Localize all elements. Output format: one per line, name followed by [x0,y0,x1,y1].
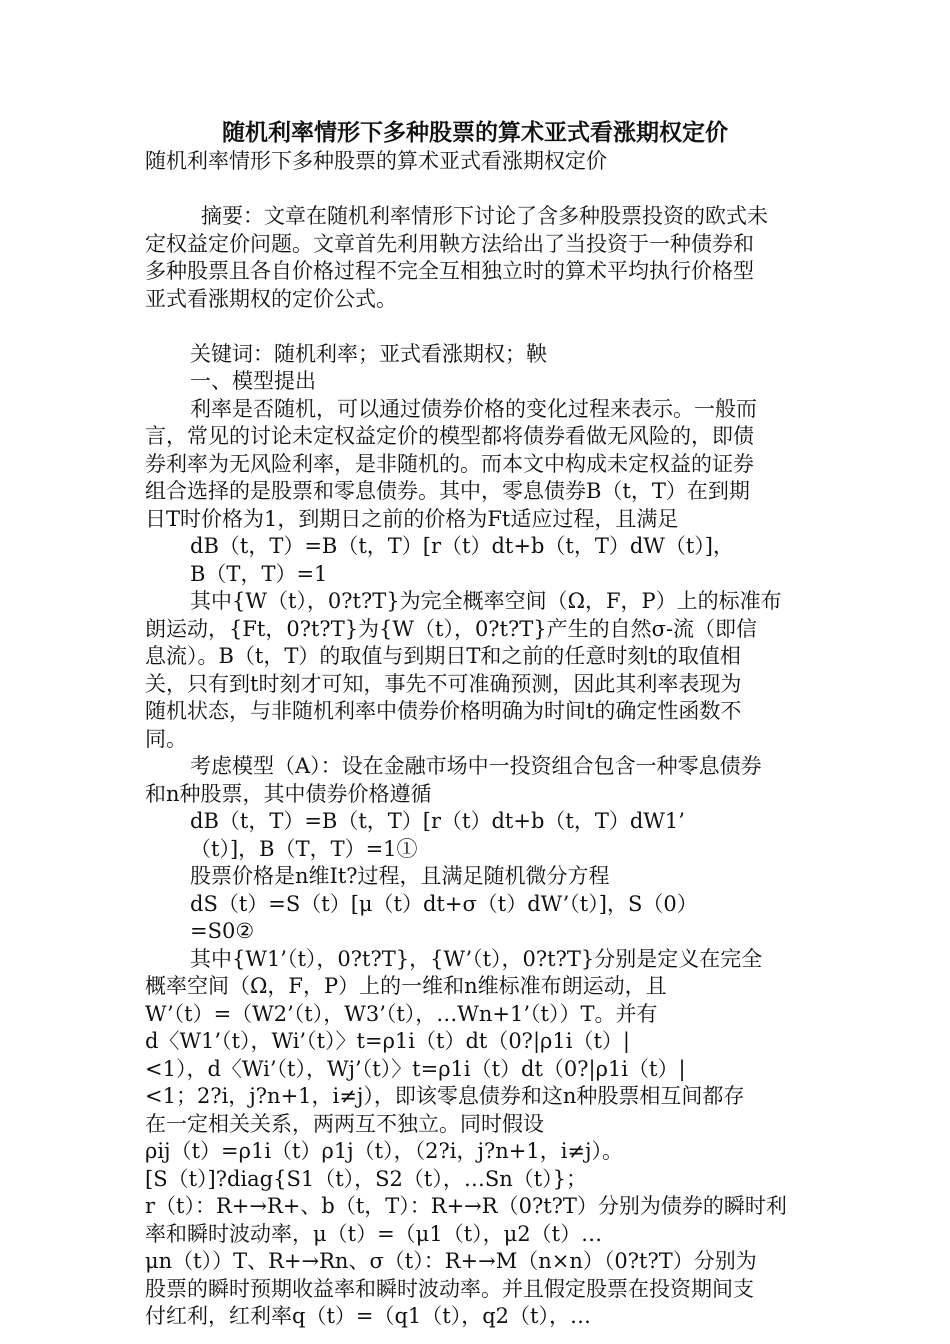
paragraph-line: 利率是否随机，可以通过债券价格的变化过程来表示。一般而 [190,396,757,421]
paragraph-line: 其中{W（t），0?t?T}为完全概率空间（Ω，F，P）上的标准布 [190,589,782,613]
document-body [145,148,810,1331]
keywords-line: 关键词：随机利率；亚式看涨期权；鞅 [190,341,547,366]
paragraph-line: 付红利，红利率q（t）=（q1（t），q2（t），… [145,1304,591,1328]
equation-line: B（T，T）=1 [190,561,328,586]
page-title: 随机利率情形下多种股票的算术亚式看涨期权定价 [222,120,728,146]
paragraph-line: d〈W1’（t），Wi’（t）〉t=ρ1i（t）dt（0?|ρ1i（t）| [145,1029,630,1053]
paragraph-line: 关，只有到t时刻才可知，事先不可准确预测，因此其利率表现为 [145,671,742,696]
paragraph-line: 率和瞬时波动率，μ（t）=（μ1（t），μ2（t）… [145,1221,603,1246]
paragraph-line: 日T时价格为1，到期日之前的价格为Ft适应过程，且满足 [145,506,679,531]
paragraph-line: r（t）：R+→R+、b（t，T）：R+→R（0?t?T）分别为债券的瞬时利 [145,1194,787,1218]
paragraph-line: 考虑模型（A）：设在金融市场中一投资组合包含一种零息债券 [190,754,762,778]
paragraph-line: 其中{W1’（t），0?t?T}，{W’（t），0?t?T}分别是定义在完全 [190,946,763,971]
paragraph-line: 和n种股票，其中债券价格遵循 [145,781,432,806]
blank-line [145,176,810,204]
paragraph-line: 同。 [145,726,187,751]
abstract-line: 摘要：文章在随机利率情形下讨论了含多种股票投资的欧式未 [201,204,768,228]
paragraph-line: 随机状态，与非随机利率中债券价格明确为时间t的确定性函数不 [145,699,742,723]
abstract-line: 亚式看涨期权的定价公式。 [145,286,397,311]
blank-line [145,313,810,341]
paragraph-line: 息流）。B（t，T）的取值与到期日T和之前的任意时刻t的取值相 [145,644,741,668]
paragraph-line: 朗运动，{Ft，0?t?T}为{W（t），0?t?T}产生的自然σ-流（即信 [145,616,758,641]
abstract-line: 多种股票且各自价格过程不完全互相独立时的算术平均执行价格型 [145,259,754,283]
equation-line: dB（t，T）=B（t，T）[r（t）dt+b（t，T）dW1’ [190,809,685,833]
paragraph-line: 言，常见的讨论未定权益定价的模型都将债券看做无风险的，即债 [145,424,754,448]
paragraph-line: 在一定相关关系，两两互不独立。同时假设 [145,1111,544,1136]
paragraph-line: 券利率为无风险利率，是非随机的。而本文中构成未定权益的证券 [145,451,754,476]
abstract-line: 定权益定价问题。文章首先利用鞅方法给出了当投资于一种债券和 [145,231,754,256]
paragraph-line: 概率空间（Ω，F，P）上的一维和n维标准布朗运动，且 [145,974,667,998]
equation-line: （t）]，B（T，T）=1① [190,836,418,861]
section-heading: 一、模型提出 [190,369,316,393]
paragraph-line: W’（t）=（W2’（t），W3’（t），…Wn+1’（t））T。并有 [145,1001,658,1026]
paragraph-line: 股票的瞬时预期收益率和瞬时波动率。并且假定股票在投资期间支 [145,1276,754,1301]
paragraph-line: 股票价格是n维It?过程，且满足随机微分方程 [190,864,610,888]
paragraph-line: [S（t）]?diag{S1（t），S2（t），…Sn（t）}； [145,1166,588,1191]
equation-line: dS（t）=S（t）[μ（t）dt+σ（t）dW’（t）]，S（0） [190,891,698,916]
equation-line: =S0② [190,919,255,943]
paragraph-line: ρij（t）=ρ1i（t）ρ1j（t），（2?i，j?n+1，i≠j）。 [145,1139,624,1163]
subtitle-line: 随机利率情形下多种股票的算术亚式看涨期权定价 [145,149,607,173]
paragraph-line: <1；2?i，j?n+1，i≠j），即该零息债券和这n种股票相互间都存 [145,1084,745,1108]
paragraph-line: 组合选择的是股票和零息债券。其中，零息债券B（t，T）在到期 [145,479,750,503]
paragraph-line: <1），d〈Wi’（t），Wj’（t）〉t=ρ1i（t）dt（0?|ρ1i（t）| [145,1056,686,1081]
equation-line: dB（t，T）=B（t，T）[r（t）dt+b（t，T）dW（t）]， [190,534,734,558]
paragraph-line: μn（t））T、R+→Rn、σ（t）：R+→M（n×n）（0?t?T）分别为 [145,1249,757,1273]
